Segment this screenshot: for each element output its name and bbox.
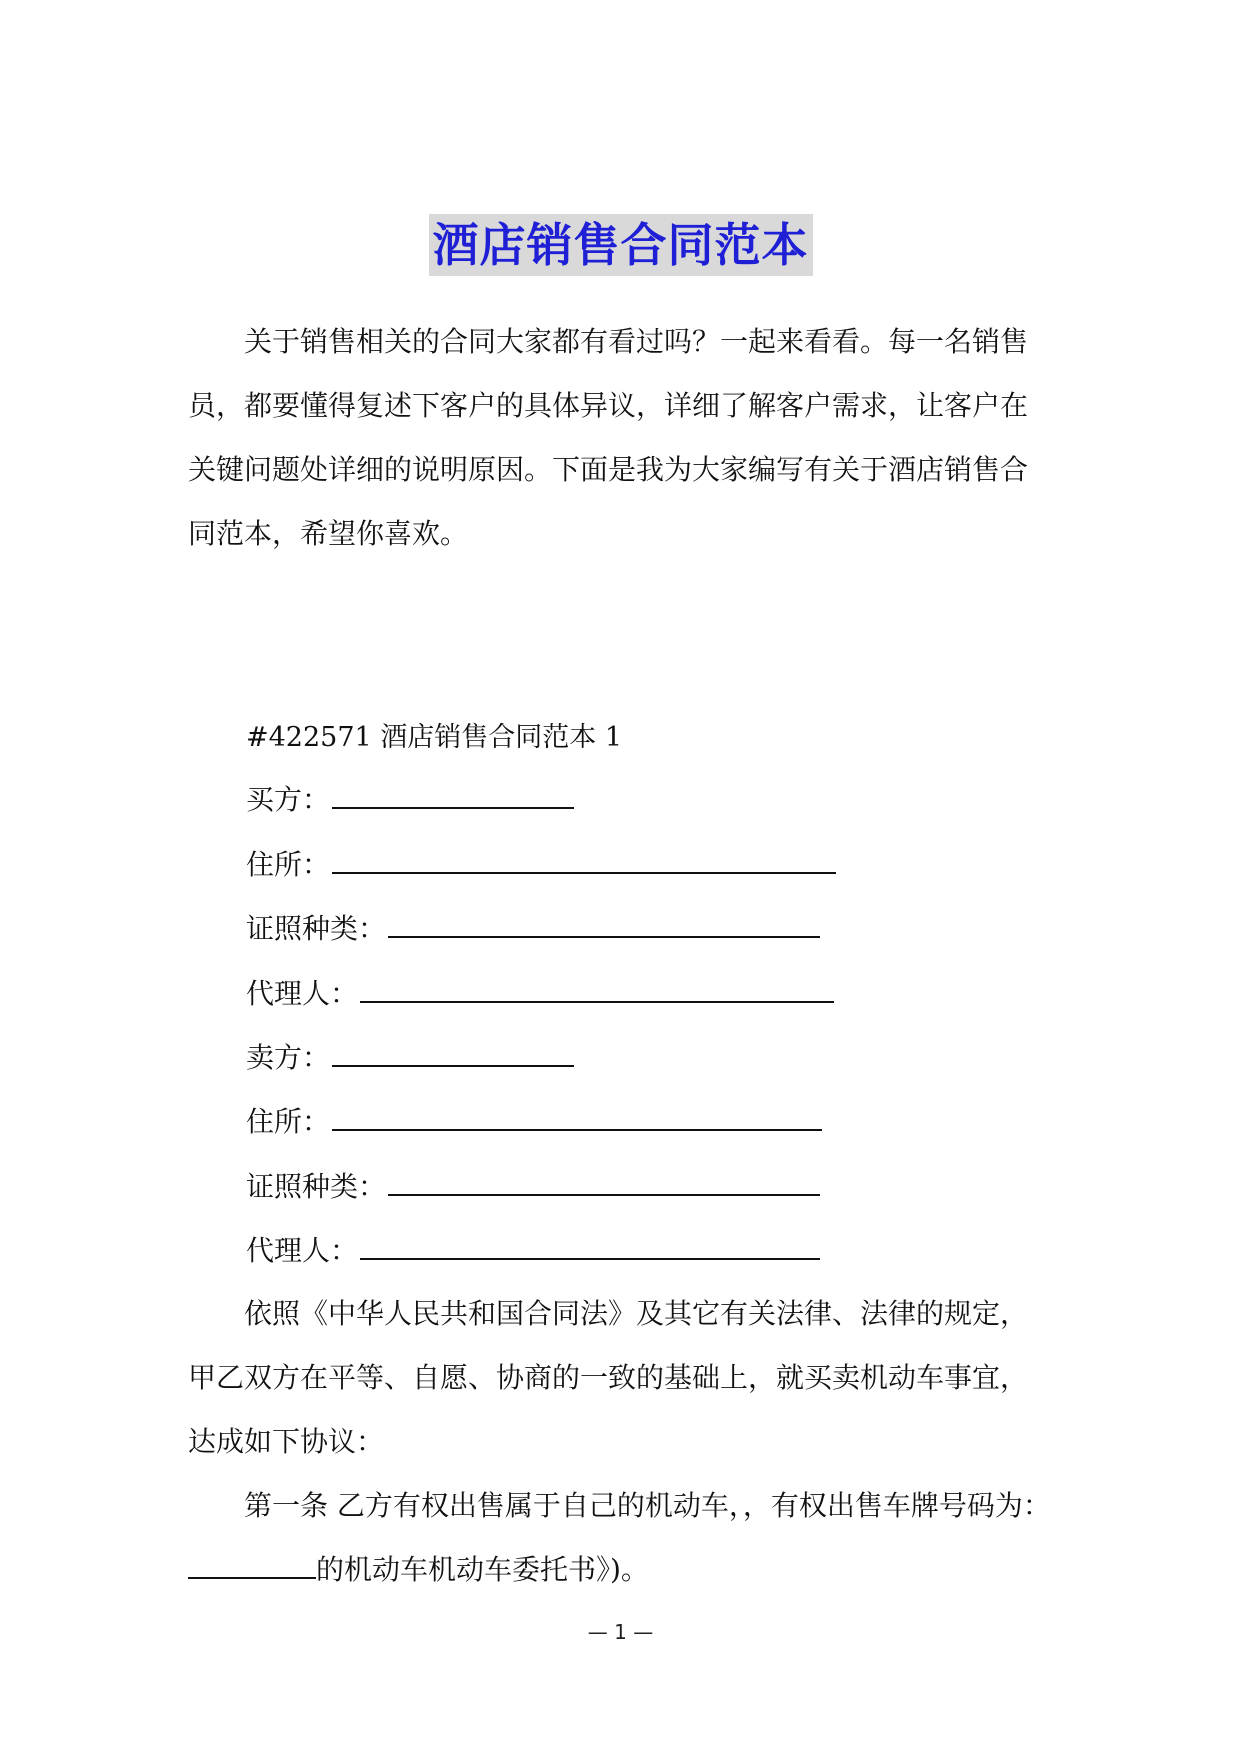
seller-license-label: 证照种类： (246, 1170, 387, 1203)
article-1-line: 第一条 乙方有权出售属于自己的机动车，，有权出售车牌号码为： (244, 1489, 1051, 1522)
buyer-address-label: 住所： (246, 848, 331, 881)
seller-address-field (246, 1102, 822, 1142)
document-title: 酒店销售合同范本 (429, 214, 813, 276)
agreement-paragraph (188, 1282, 1068, 1474)
agreement-line: 达成如下协议： (188, 1425, 385, 1458)
buyer-license-blank[interactable] (388, 910, 820, 938)
buyer-address-blank[interactable] (332, 846, 836, 874)
seller-license-blank[interactable] (388, 1168, 820, 1196)
buyer-field (246, 780, 574, 820)
seller-agent-field (246, 1231, 820, 1271)
seller-field (246, 1038, 574, 1078)
section-heading: #422571 酒店销售合同范本 1 (246, 722, 623, 753)
buyer-license-label: 证照种类： (246, 912, 387, 945)
intro-line: 同范本，希望你喜欢。 (188, 517, 469, 550)
plate-number-blank[interactable] (188, 1551, 316, 1579)
buyer-address-field (246, 845, 836, 885)
buyer-license-field (246, 909, 820, 949)
buyer-blank[interactable] (332, 781, 574, 809)
buyer-agent-blank[interactable] (360, 975, 834, 1003)
agreement-line: 依照《中华人民共和国合同法》及其它有关法律、法律的规定， (244, 1297, 1029, 1330)
seller-address-blank[interactable] (332, 1103, 822, 1131)
page-number: — 1 — (587, 1620, 654, 1644)
article-1-line: 的机动车机动车委托书》)。 (188, 1538, 1068, 1602)
buyer-label: 买方： (246, 783, 331, 816)
agreement-line: 甲乙双方在平等、自愿、协商的一致的基础上，就买卖机动车事宜， (188, 1361, 1029, 1394)
seller-address-label: 住所： (246, 1105, 331, 1138)
seller-blank[interactable] (332, 1039, 574, 1067)
article-1 (188, 1474, 1068, 1602)
buyer-agent-field (246, 974, 834, 1014)
buyer-agent-label: 代理人： (246, 977, 359, 1010)
intro-line: 关于销售相关的合同大家都有看过吗？一起来看看。每一名销售 (244, 325, 1029, 358)
seller-agent-label: 代理人： (246, 1234, 359, 1267)
intro-paragraph (188, 310, 1068, 566)
intro-line: 关键问题处详细的说明原因。下面是我为大家编写有关于酒店销售合 (188, 453, 1029, 486)
intro-line: 员，都要懂得复述下客户的具体异议，详细了解客户需求，让客户在 (188, 389, 1029, 422)
title-container (0, 214, 1241, 276)
seller-agent-blank[interactable] (360, 1232, 820, 1260)
seller-label: 卖方： (246, 1041, 331, 1074)
seller-license-field (246, 1167, 820, 1207)
